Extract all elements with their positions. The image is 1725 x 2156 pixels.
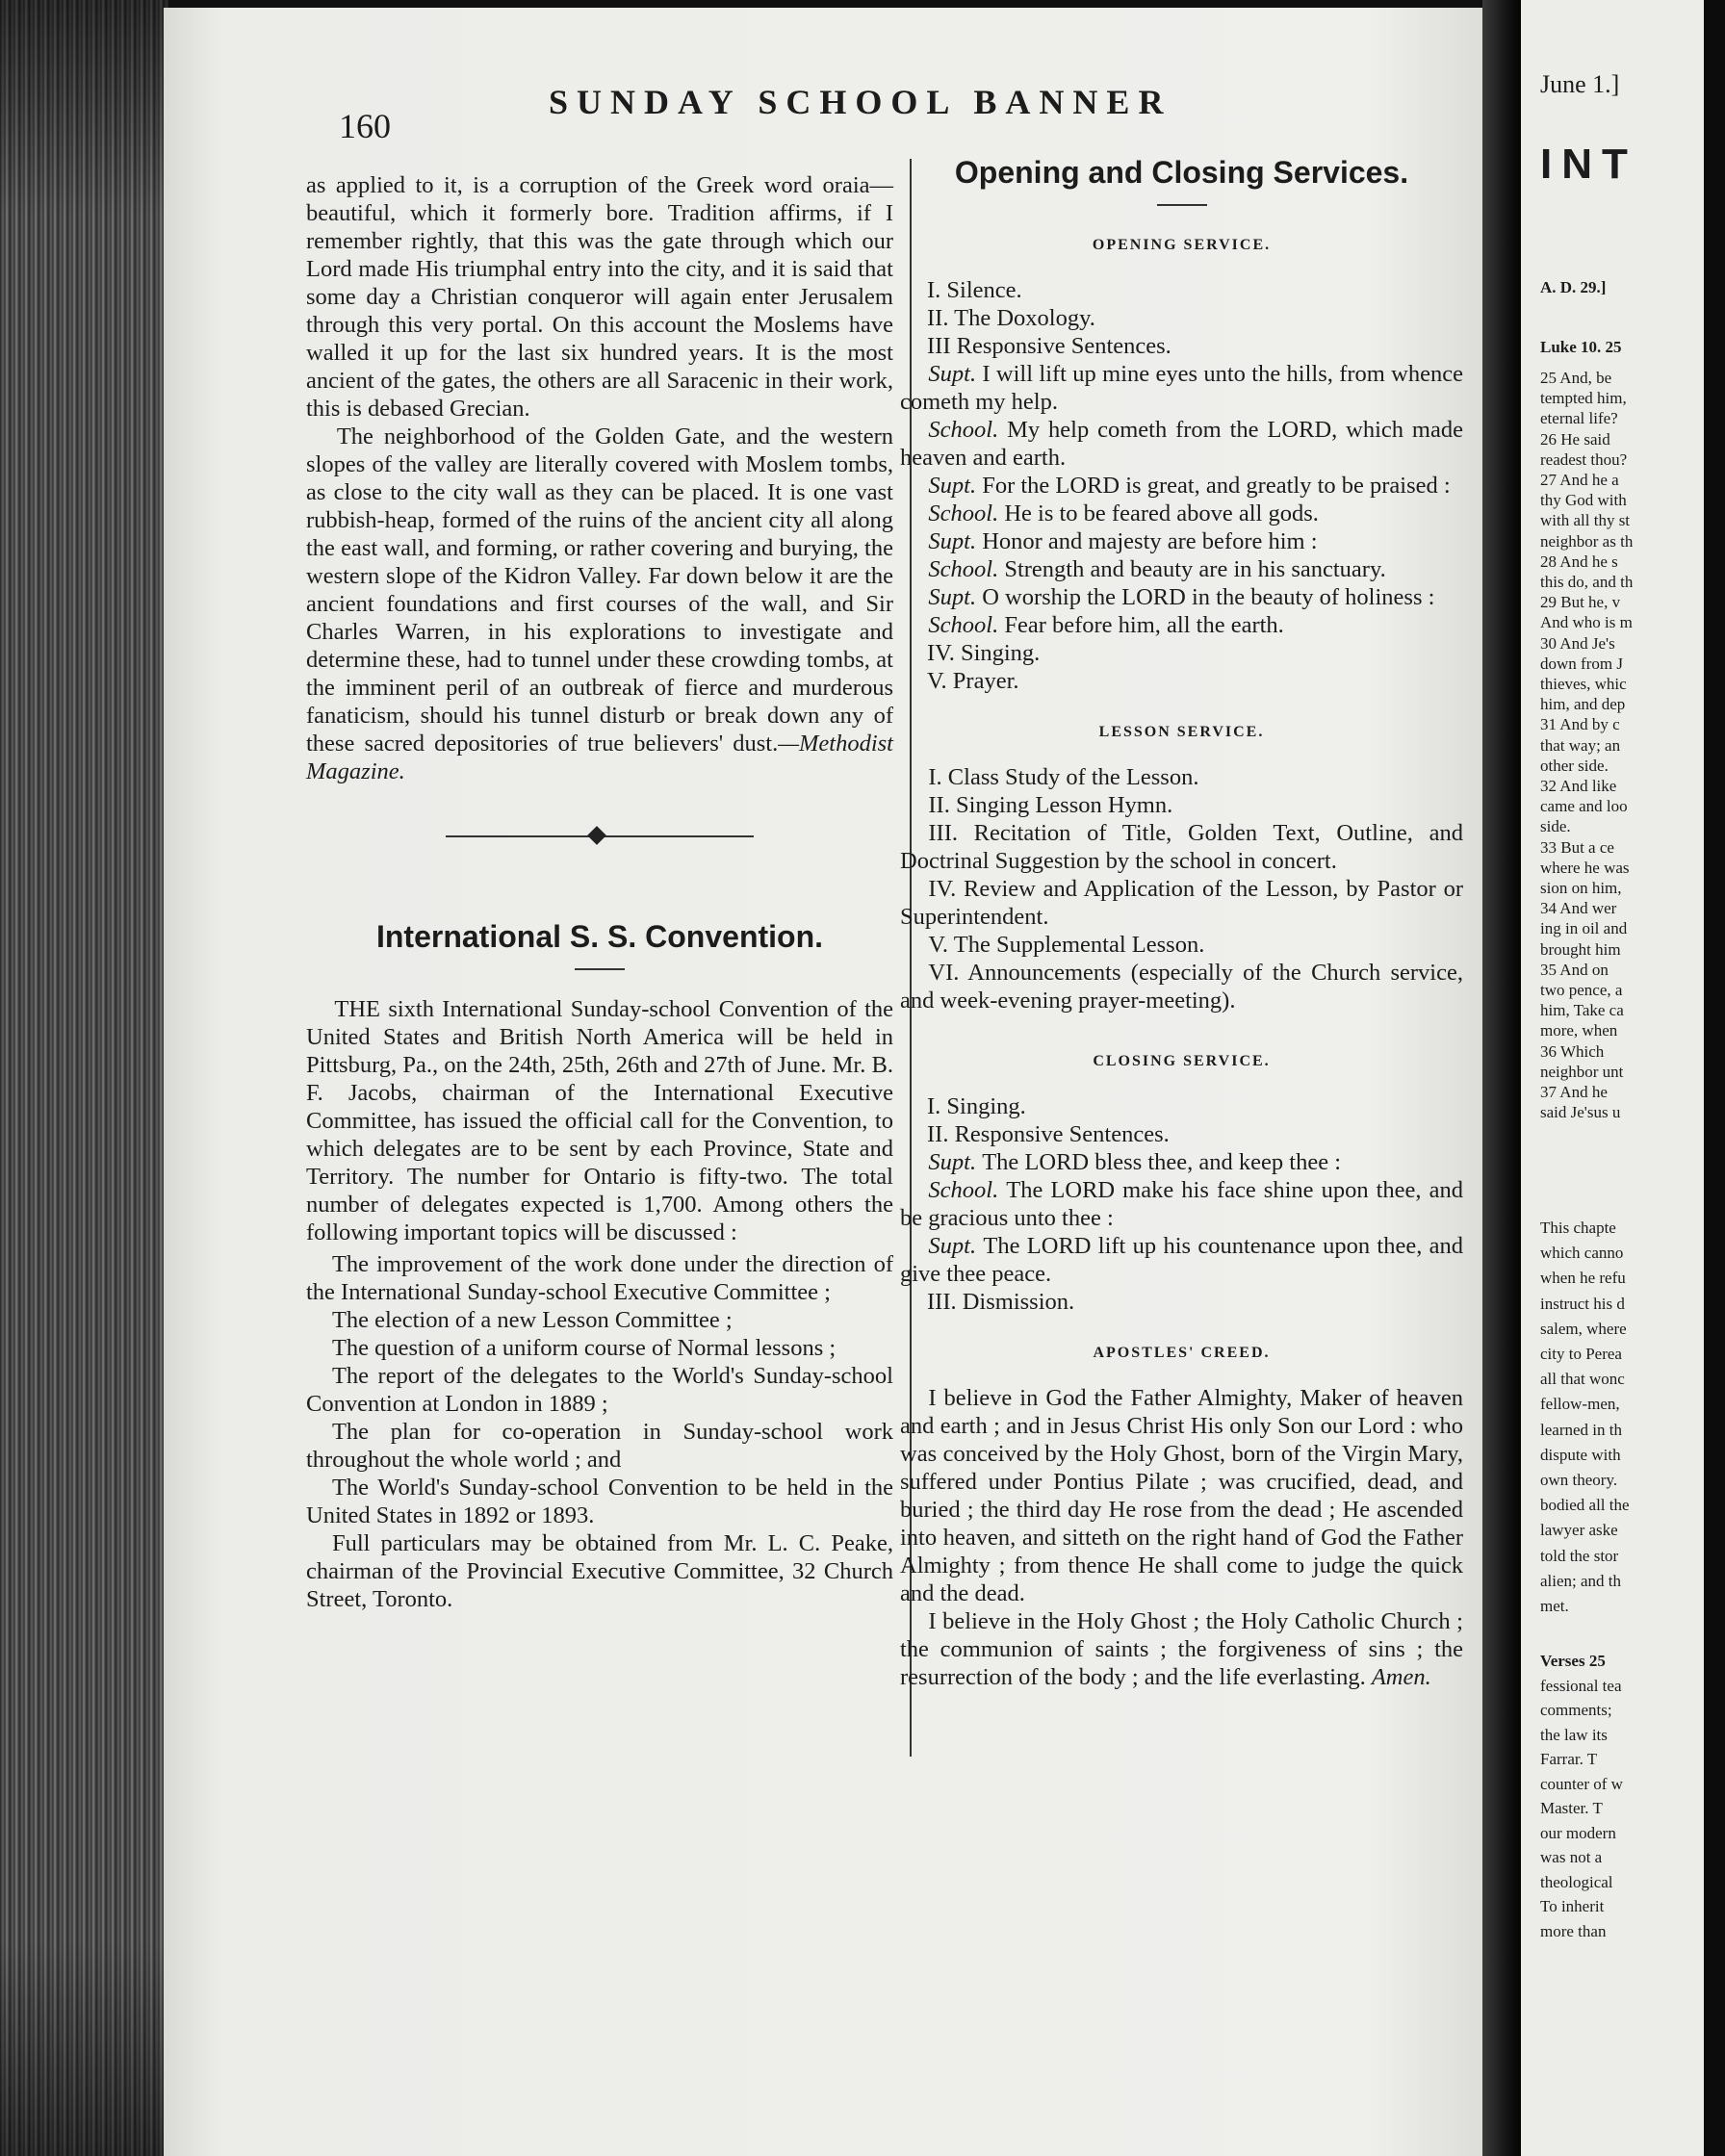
service-item: I. Silence. [927,277,1022,303]
topic-item: The question of a uniform course of Normal lessons ; [331,1335,837,1361]
article-paragraph: The neighborhood of the Golden Gate, and the western slopes of the valley are literally covered with Moslem tombs, as close to the city wall as they can be placed. It is one vast rubbish-heap, formed of the ruins of the ancient city all along the east wall, and forming, or rather covering and burying, the western slope of the Kidron Valley. Far down below it are the ancient foundations and first courses of the wall, and Sir Charles Warren, in his explorations to investigate and determine these, had to tunnel under these crowding tombs, at the imminent peril of an outbreak of fierce and murderous fanaticism, should his tunnel disturb or break down any of these sacred depositories of true believers' dust.—Methodist Magazine. [306,424,893,784]
reading-text: Strength and beauty are in his sanctuary. [1004,556,1386,582]
service-item: IV. Singing. [927,640,1041,666]
verse-line: 37 And he [1540,1083,1608,1101]
service-item: II. Responsive Sentences. [927,1121,1170,1147]
creed-paragraph: I believe in God the Father Almighty, Maker of heaven and earth ; and in Jesus Christ His only Son our Lord : who was conceived by the Holy Ghost, born of the Virgin Mary, suffered under Pontius Pilate ; was crucified, dead, and buried ; the third day He rose from the dead ; He ascended into heaven, and sitteth on the right hand of God the Father Almighty ; from thence He shall come to judge the quick and the dead. [900,1385,1463,1606]
verse-line: 30 And Je's [1540,633,1615,653]
verse-line: 35 And on [1540,960,1609,979]
verses-line: To inherit [1540,1897,1605,1915]
left-column [306,171,893,1613]
verse-line: ing in oil and [1540,919,1628,938]
speaker-label: Supt. [928,1149,983,1175]
reading-text: He is to be feared above all gods. [1004,500,1319,526]
verses-line: was not a [1540,1848,1603,1866]
convention-heading: International S. S. Convention. [375,919,824,954]
comment-line: city to Perea [1540,1345,1622,1363]
comment-line: told the stor [1540,1546,1619,1565]
speaker-label: Supt. [928,361,983,387]
right-page-title: INT [1540,141,1637,188]
verse-line: 29 But he, v [1540,593,1621,612]
speaker-label: School. [928,556,1005,582]
creed-title: APOSTLES' CREED. [1093,1345,1271,1361]
responsive-reading [900,472,1463,500]
verse-line: 33 But a ce [1540,837,1614,857]
article-source: —Methodist Magazine. [306,731,893,784]
verses-line: more than [1540,1921,1607,1940]
comment-line: dispute with [1540,1445,1621,1464]
verse-line: sion on him, [1540,879,1622,897]
comment-line: salem, where [1540,1319,1627,1338]
verse-line: tempted him, [1540,389,1627,408]
service-item: III. Dismission. [927,1289,1075,1315]
verses-line: Verses 25 [1540,1652,1606,1670]
topic-item: The plan for co-operation in Sunday-school work throughout the whole world ; and [306,1419,893,1473]
comment-line: lawyer aske [1540,1521,1618,1540]
reading-text: O worship the LORD in the beauty of holiness : [982,584,1435,610]
comment-line: fellow-men, [1540,1395,1620,1414]
verse-line: down from J [1540,654,1623,673]
verses-line: our modern [1540,1823,1616,1842]
verse-line: neighbor as th [1540,531,1634,551]
reading-text: The LORD lift up his countenance upon thee, and give thee peace. [900,1233,1464,1287]
verse-line: with all thy st [1540,511,1631,530]
service-item: V. The Supplemental Lesson. [928,932,1205,958]
service-item: V. Prayer. [927,668,1019,694]
convention-closing: Full particulars may be obtained from Mr. L. C. Peake, chairman of the Provincial Executive Committee, 32 Church Street, Toronto. [306,1530,893,1612]
comment-line: met. [1540,1597,1569,1615]
service-item: I. Class Study of the Lesson. [928,764,1199,790]
right-page-edge [1704,0,1725,2156]
verse-line: thy God with [1540,491,1627,510]
verse-line: said Je'sus u [1540,1103,1621,1122]
comment-line: This chapte [1540,1219,1616,1237]
verse-line: neighbor unt [1540,1062,1624,1081]
verse-line: 25 And, be [1540,369,1612,387]
speaker-label: School. [928,1177,1007,1203]
verses-line: Farrar. T [1540,1750,1598,1768]
reading-text: I will lift up mine eyes unto the hills, from whence cometh my help. [900,361,1463,415]
comment-line: instruct his d [1540,1294,1625,1313]
lesson-service-title: LESSON SERVICE. [1098,724,1265,740]
verse-line: 28 And he s [1540,552,1618,571]
reading-text: Honor and majesty are before him : [982,528,1318,554]
service-item: II. Singing Lesson Hymn. [928,792,1173,818]
verses-line: Master. T [1540,1799,1603,1817]
convention-intro: THE sixth International Sunday-school Convention of the United States and British North America will be held in Pittsburg, Pa., on the 24th, 25th, 26th and 27th of June. Mr. B. F. Jacobs, chairman of the International Executive Committee, has issued the official call for the Convention, to which delegates are to be sent by each Province, State and Territory. The number for Ontario is fifty-two. The total number of delegates expected is 1,700. Among others the following important topics will be discussed : [306,996,893,1245]
comment-line: alien; and th [1540,1571,1622,1590]
responsive-reading [900,500,1463,527]
right-page [1521,0,1725,2156]
services-heading: Opening and Closing Services. [954,155,1409,190]
responsive-reading [900,1232,1463,1288]
verses-line: theological [1540,1872,1613,1891]
verse-line: him, Take ca [1540,1001,1624,1020]
topic-item: The report of the delegates to the World's Sunday-school Convention at London in 1889 ; [306,1363,893,1417]
verse-line: more, when [1540,1021,1618,1040]
verse-line: that way; an [1540,735,1621,755]
verse-line: him, and dep [1540,695,1626,714]
closing-responses [900,1148,1463,1288]
speaker-label: Supt. [928,1233,984,1259]
service-item: I. Singing. [927,1093,1026,1119]
running-title: SUNDAY SCHOOL BANNER [549,83,1172,121]
topic-item: The World's Sunday-school Convention to be held in the United States in 1892 or 1893. [306,1475,893,1528]
verse-line: thieves, whic [1540,675,1627,693]
verses-line: counter of w [1540,1774,1623,1793]
comment-line: when he refu [1540,1269,1626,1288]
verse-line: brought him [1540,939,1621,959]
verse-line: where he was [1540,858,1630,877]
responsive-reading [900,416,1463,472]
verses-line: fessional tea [1540,1676,1622,1695]
reading-text: For the LORD is great, and greatly to be praised : [982,473,1451,499]
responsive-reading [900,1148,1463,1176]
service-item: III Responsive Sentences. [927,333,1171,359]
speaker-label: Supt. [928,528,983,554]
creed-amen: Amen. [1371,1664,1431,1690]
opening-responses [900,360,1463,639]
verses-line: comments; [1540,1701,1612,1719]
comment-line: bodied all the [1540,1496,1630,1515]
responsive-reading [900,1176,1463,1232]
right-page-reference: Luke 10. 25 [1540,338,1622,356]
section-ornament [446,835,754,841]
reading-text: My help cometh from the LORD, which made heaven and earth. [900,417,1463,471]
spine-shade [0,0,168,2156]
heading-rule [575,968,625,970]
reading-text: The LORD make his face shine upon thee, and be gracious unto thee : [900,1177,1463,1231]
verse-line: this do, and th [1540,573,1634,591]
verse-line: And who is m [1540,613,1633,632]
service-item: II. The Doxology. [927,305,1095,331]
service-item: III. Recitation of Title, Golden Text, Outline, and Doctrinal Suggestion by the school in concert. [900,820,1463,874]
reading-text: Fear before him, all the earth. [1004,612,1284,638]
right-page-date: June 1.] [1540,70,1620,98]
article-paragraph: as applied to it, is a corruption of the Greek word oraia—beautiful, which it formerly bore. Tradition affirms, if I remember rightly, that this was the gate through which our Lord made His triumphal entry into the city, and it is said that some day a Christian conqueror will again enter Jerusalem through this very portal. On this account the Moslems have walled it up for the last six hundred years. It is the most ancient of the gates, the others are all Saracenic in their work, this is debased Grecian. [306,172,893,422]
verse-line: other side. [1540,756,1609,775]
responsive-reading [900,360,1463,416]
comment-line: learned in th [1540,1420,1622,1439]
verse-line: two pence, a [1540,981,1623,999]
responsive-reading [900,583,1463,611]
speaker-label: Supt. [928,473,983,499]
service-item: VI. Announcements (especially of the Church service, and week-evening prayer-meeting). [900,960,1463,1014]
verse-line: came and loo [1540,797,1628,816]
verse-line: 31 And by c [1540,715,1620,734]
page-number: 160 [339,107,391,145]
responsive-reading [900,555,1463,583]
comment-line: own theory. [1540,1471,1618,1489]
verse-line: eternal life? [1540,409,1618,428]
comment-line: which canno [1540,1244,1624,1263]
right-column [900,154,1463,1691]
closing-service-title: CLOSING SERVICE. [1093,1053,1271,1069]
responsive-reading [900,611,1463,639]
right-page-year: A. D. 29.] [1540,278,1607,296]
book-gutter [1482,0,1526,2156]
heading-rule [1157,204,1207,206]
speaker-label: School. [928,500,1005,526]
opening-service-title: OPENING SERVICE. [1092,237,1272,253]
reading-text: The LORD bless thee, and keep thee : [982,1149,1342,1175]
verses-line: the law its [1540,1725,1608,1744]
speaker-label: School. [928,417,1008,443]
topic-item: The improvement of the work done under the direction of the International Sunday-school Executive Committee ; [306,1251,893,1305]
service-item: IV. Review and Application of the Lesson, by Pastor or Superintendent. [900,876,1463,930]
speaker-label: School. [928,612,1005,638]
responsive-reading [900,527,1463,555]
comment-line: all that wonc [1540,1370,1625,1389]
verse-line: 26 He said [1540,429,1610,449]
speaker-label: Supt. [928,584,983,610]
verse-line: side. [1540,817,1571,836]
verse-line: 32 And like [1540,777,1617,795]
verse-line: 34 And wer [1540,899,1617,918]
topic-item: The election of a new Lesson Committee ; [331,1307,733,1333]
creed-paragraph: I believe in the Holy Ghost ; the Holy Catholic Church ; the communion of saints ; the forgiveness of sins ; the resurrection of the body ; and the life everlasting. Amen. [900,1608,1463,1690]
verse-line: 27 And he a [1540,471,1619,489]
verse-line: readest thou? [1540,449,1628,469]
verse-line: 36 Which [1540,1041,1605,1061]
